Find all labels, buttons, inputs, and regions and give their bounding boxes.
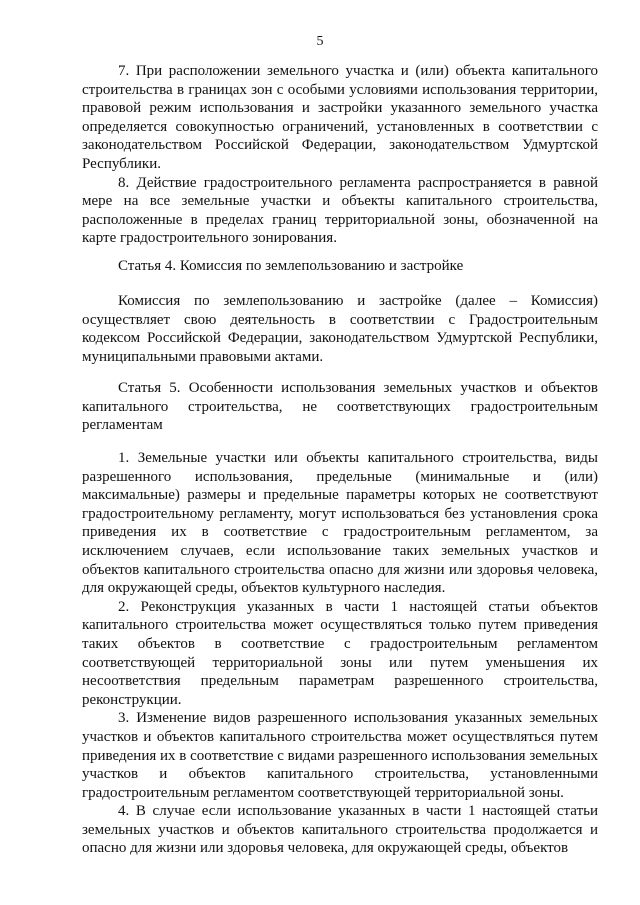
article-4-paragraph: Комиссия по землепользованию и застройке (далее – Комиссия) осуществляет свою деятельность в соответствии с Градостроительным кодексом Российской Федерации, законодательством Удмуртской Республики, муниципальными правовыми актами. — [82, 293, 598, 365]
article-5-paragraph-3: 3. Изменение видов разрешенного использования указанных земельных участков и объектов капитального строительства может осуществляться путем приведения их в соответствие с видами разрешенного использования земельных участков и объектов капитального строительства, установленными градостроительным регламентом соответствующей территориальной зоны. — [82, 710, 598, 801]
article-5-paragraph-1: 1. Земельные участки или объекты капитального строительства, виды разрешенного использования, предельные (минимальные и (или) максимальные) размеры и предельные параметры которых не соответствуют градостроительному регламенту, могут использоваться без установления срока приведения их в соответствие с градостроительным регламентом, за исключением случаев, если использование таких земельных участков и объектов капитального строительства опасно для жизни или здоровья человека, для окружающей среды, объектов культурного наследия. — [82, 450, 598, 597]
article-5-paragraph-4: 4. В случае если использование указанных в части 1 настоящей статьи земельных участков и объектов капитального строительства продолжается и опасно для жизни или здоровья человека, для окружающей среды, объектов — [82, 803, 598, 857]
page-number: 5 — [316, 34, 324, 49]
article-5-body — [82, 449, 598, 858]
paragraph-8: 8. Действие градостроительного регламента распространяется в равной мере на все земельные участки и объекты капитального строительства, расположенные в пределах границ территориальной зоны, обозначенной на карте градостроительного зонирования. — [82, 174, 598, 247]
section-paragraphs-7-8 — [82, 62, 598, 248]
article-5-heading-block — [82, 379, 598, 435]
article-5-heading: Статья 5. Особенности использования земельных участков и объектов капитального строительства, не соответствующих градостроительным регламентам — [82, 380, 598, 434]
article-4-heading: Статья 4. Комиссия по землепользованию и застройке — [118, 258, 464, 274]
paragraph-7: 7. При расположении земельного участка и (или) объекта капитального строительства в границах зон с особыми условиями использования территории, правовой режим использования и застройки указанного земельного участка определяется совокупностью ограничений, установленных в соответствии с законодательством Российской Федерации, законодательством Удмуртской Республики. — [82, 63, 598, 172]
article-4-heading-block — [82, 257, 598, 276]
article-4-body — [82, 292, 598, 366]
article-5-paragraph-2: 2. Реконструкция указанных в части 1 настоящей статьи объектов капитального строительства может осуществляться только путем приведения таких объектов в соответствие с градостроительным регламентом соответствующей территориальной зоны или путем уменьшения их несоответствия предельным параметрам разрешенного строительства, реконструкции. — [82, 598, 598, 708]
